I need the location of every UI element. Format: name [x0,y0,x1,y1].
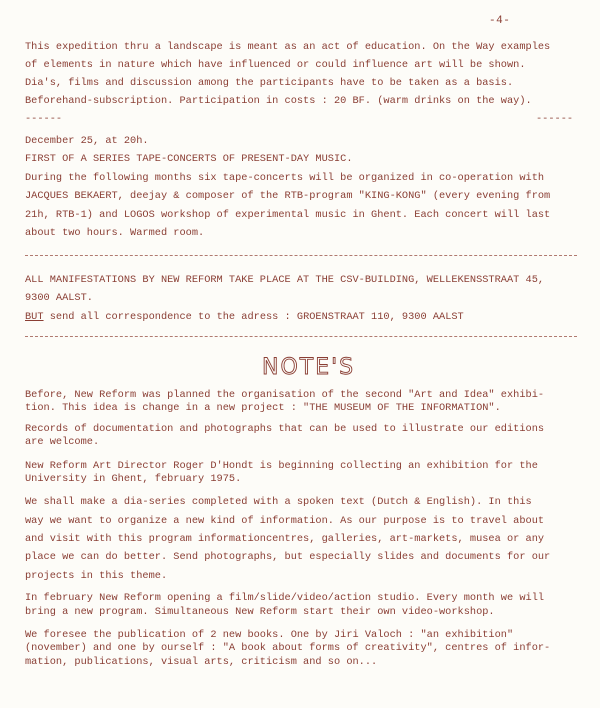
venue-line [25,310,464,324]
note-line: In february New Reform opening a film/slide/video/action studio. Every month we will [25,592,545,604]
but-emphasis: BUT [25,311,44,323]
concert-line: 21h, RTB-1) and LOGOS workshop of experimental music in Ghent. Each concert will last [25,209,551,221]
expedition-line: Beforehand-subscription. Participation in costs : 20 BF. (warm drinks on the way). [25,95,532,107]
note-line: University in Ghent, february 1975. [25,473,242,485]
concert-line: about two hours. Warmed room. [25,227,205,239]
expedition-line: of elements in nature which have influenced or could influence art will be shown. [25,59,526,71]
separator [25,255,577,256]
venue-address: send all correspondence to the adress : GROENSTRAAT 110, 9300 AALST [43,311,464,323]
venue-line: 9300 AALST. [25,292,93,304]
concert-line: JACQUES BEKAERT, deejay & composer of the RTB-program "KING-KONG" (every evening from [25,190,551,202]
note-line: tion. This idea is change in a new project : "THE MUSEUM OF THE INFORMATION". [25,402,501,414]
note-line: We shall make a dia-series completed with a spoken text (Dutch & English). In this [25,496,532,508]
note-line: bring a new program. Simultaneous New Reform start their own video-workshop. [25,606,495,618]
expedition-line: Dia's, films and discussion among the participants have to be taken as a basis. [25,77,514,89]
note-line: Records of documentation and photographs that can be used to illustrate our editions [25,423,545,435]
concert-line: During the following months six tape-concerts will be organized in co-operation with [25,172,545,184]
expedition-line: This expedition thru a landscape is meant as an act of education. On the Way examples [25,41,551,53]
short-dash-right: ------ [536,113,574,125]
note-line: Before, New Reform was planned the organisation of the second "Art and Idea" exhibi- [25,389,545,401]
concert-title: FIRST OF A SERIES TAPE-CONCERTS OF PRESENT-DAY MUSIC. [25,153,353,165]
notes-heading: NOTE'S [262,355,356,380]
note-line: (november) and one by ourself : "A book about forms of creativity", centres of infor- [25,642,551,654]
short-dash-left: ------ [25,113,63,125]
page-number: -4- [489,15,511,27]
note-line: place we can do better. Send photographs, but especially slides and documents for our [25,551,551,563]
note-line: projects in this theme. [25,570,168,582]
separator [25,336,577,337]
note-line: and visit with this program informationcentres, galleries, art-markets, musea or any [25,533,545,545]
note-line: New Reform Art Director Roger D'Hondt is beginning collecting an exhibition for the [25,460,538,472]
note-line: way we want to organize a new kind of information. As our purpose is to travel about [25,515,545,527]
note-line: are welcome. [25,436,100,448]
note-line: We foresee the publication of 2 new books. One by Jiri Valoch : "an exhibition" [25,629,514,641]
concert-date: December 25, at 20h. [25,135,149,147]
venue-line: ALL MANIFESTATIONS BY NEW REFORM TAKE PLACE AT THE CSV-BUILDING, WELLEKENSSTRAAT 45, [25,274,545,286]
note-line: mation, publications, visual arts, criticism and so on... [25,656,378,668]
